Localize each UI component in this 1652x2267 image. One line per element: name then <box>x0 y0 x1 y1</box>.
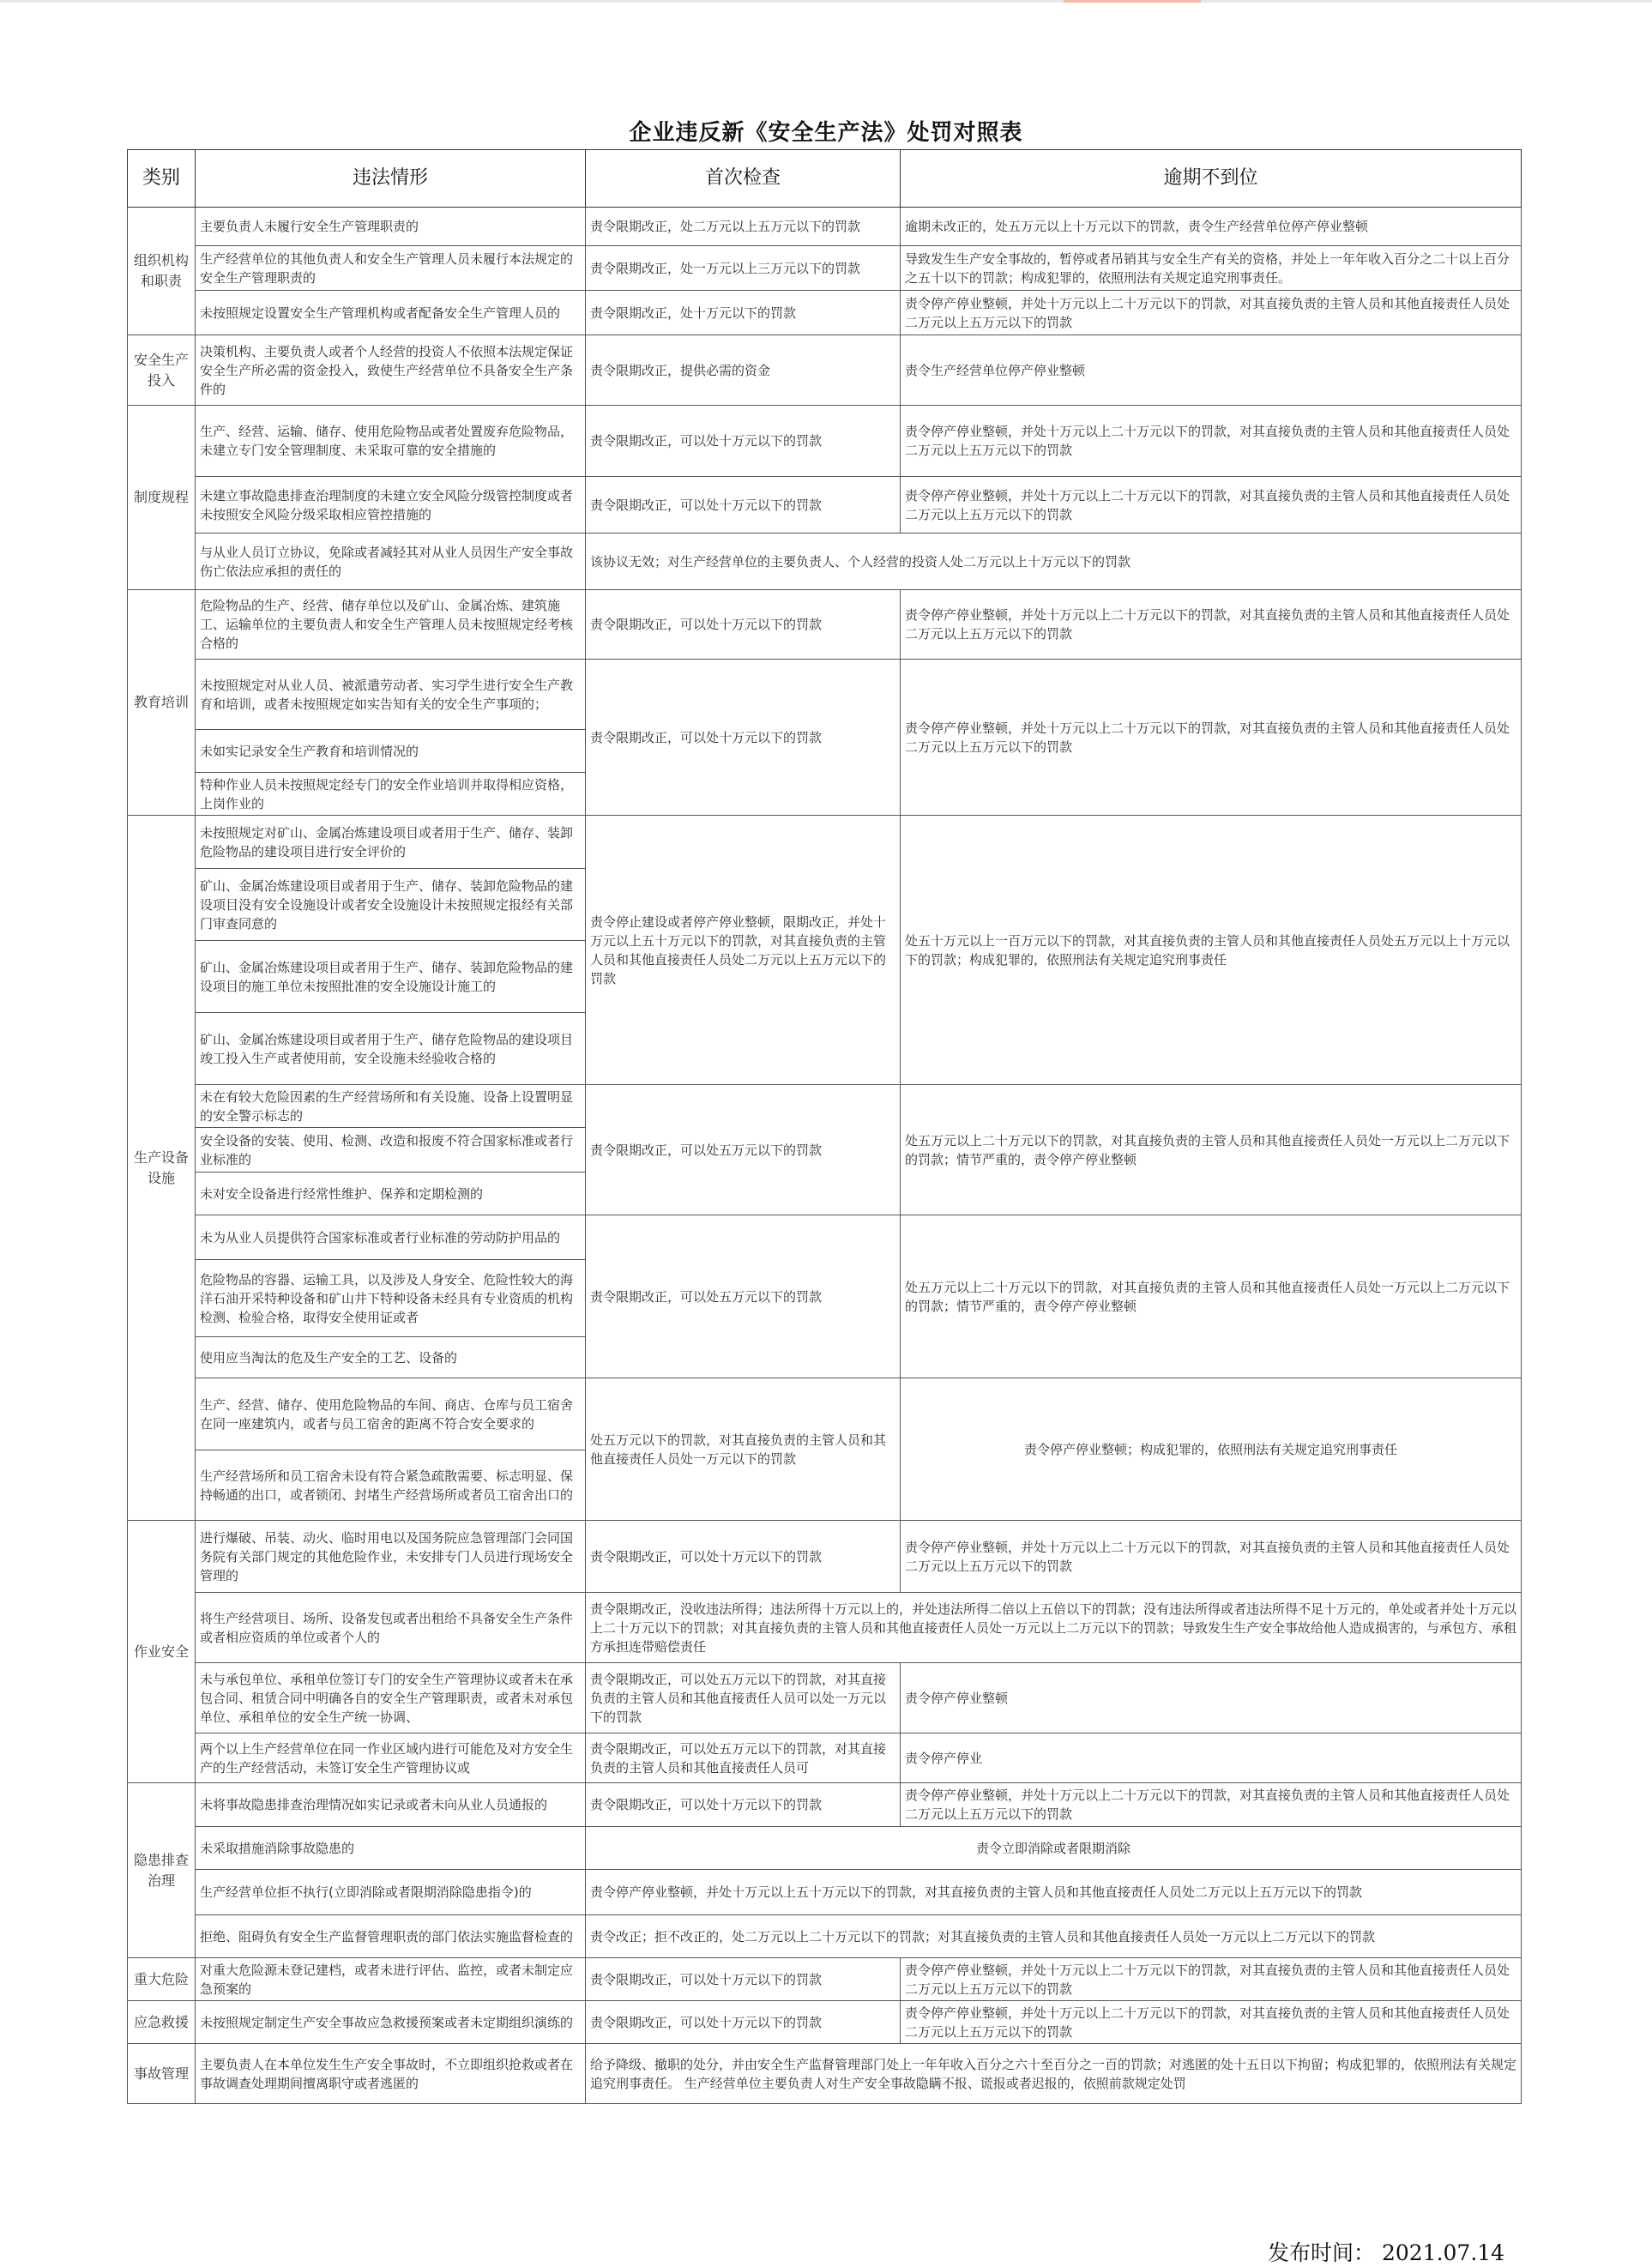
overdue-cell: 处五十万元以上一百万元以下的罚款，对其直接负责的主管人员和其他直接责任人员处五万元以上十万元以下的罚款；构成犯罪的，依照刑法有关规定追究刑事责任 <box>901 816 1522 1085</box>
table-row <box>128 208 1522 246</box>
overdue-cell: 责令停产停业整顿，并处十万元以上二十万元以下的罚款，对其直接负责的主管人员和其他直接责任人员处二万元以上五万元以下的罚款 <box>901 660 1522 816</box>
table-row <box>128 590 1522 660</box>
violation-cell: 未按照规定设置安全生产管理机构或者配备安全生产管理人员的 <box>196 291 586 335</box>
first-inspection-cell: 责令限期改正，可以处五万元以下的罚款 <box>586 1215 901 1378</box>
violation-cell: 未按照规定对从业人员、被派遣劳动者、实习学生进行安全生产教育和培训，或者未按照规定如实告知有关的安全生产事项的； <box>196 660 586 730</box>
violation-cell: 生产、经营、运输、储存、使用危险物品或者处置废弃危险物品，未建立专门安全管理制度、未采取可靠的安全措施的 <box>196 406 586 477</box>
violation-cell: 未与承包单位、承租单位签订专门的安全生产管理协议或者未在承包合同、租赁合同中明确各自的安全生产管理职责，或者未对承包单位、承租单位的安全生产统一协调、 <box>196 1663 586 1733</box>
overdue-cell: 责令停产停业整顿，并处十万元以上二十万元以下的罚款，对其直接负责的主管人员和其他直接责任人员处二万元以上五万元以下的罚款 <box>901 590 1522 660</box>
violation-cell: 生产经营场所和员工宿舍未设有符合紧急疏散需要、标志明显、保持畅通的出口，或者锁闭、封堵生产经营场所或者员工宿舍出口的 <box>196 1450 586 1521</box>
overdue-cell: 处五万元以上二十万元以下的罚款，对其直接负责的主管人员和其他直接责任人员处一万元以上二万元以下的罚款；情节严重的，责令停产停业整顿 <box>901 1215 1522 1378</box>
page-title: 企业违反新《安全生产法》处罚对照表 <box>629 120 1023 146</box>
overdue-cell: 导致发生生产安全事故的，暂停或者吊销其与安全生产有关的资格，并处上一年年收入百分之二十以上百分之五十以下的罚款；构成犯罪的，依照刑法有关规定追究刑事责任。 <box>901 246 1522 291</box>
category-org: 组织机构和职责 <box>128 208 196 335</box>
violation-cell: 未按照规定对矿山、金属冶炼建设项目或者用于生产、储存、装卸危险物品的建设项目进行安全评价的 <box>196 816 586 869</box>
overdue-cell: 责令停产停业整顿，并处十万元以上二十万元以下的罚款，对其直接负责的主管人员和其他直接责任人员处二万元以上五万元以下的罚款 <box>901 2001 1522 2044</box>
overdue-cell: 责令停产停业整顿 <box>901 1663 1522 1733</box>
header-violation: 违法情形 <box>196 150 586 208</box>
violation-cell: 未建立事故隐患排查治理制度的未建立安全风险分级管控制度或者未按照安全风险分级采取相应管控措施的 <box>196 477 586 534</box>
first-inspection-cell: 责令限期改正，可以处十万元以下的罚款 <box>586 477 901 534</box>
first-inspection-cell: 责令限期改正，可以处十万元以下的罚款 <box>586 1783 901 1827</box>
overdue-cell: 处五万元以上二十万元以下的罚款，对其直接负责的主管人员和其他直接责任人员处一万元以上二万元以下的罚款；情节严重的，责令停产停业整顿 <box>901 1085 1522 1215</box>
violation-cell: 安全设备的安装、使用、检测、改造和报废不符合国家标准或者行业标准的 <box>196 1128 586 1173</box>
top-bar <box>0 0 1652 3</box>
publish-date: 发布时间： 2021.07.14 <box>1268 2240 1505 2265</box>
merged-penalty-cell: 责令限期改正，没收违法所得；违法所得十万元以上的，并处违法所得二倍以上五倍以下的罚款；没有违法所得或者违法所得不足十万元的，单处或者并处十万元以上二十万元以下的罚款；对其直接负责的主管人员和其他直接责任人员处一万元以上二万元以下的罚款；导致发生生产安全事故给他人造成损害的，与承包方、承租方承担连带赔偿责任 <box>586 1593 1522 1663</box>
category-major: 重大危险 <box>128 1958 196 2001</box>
overdue-cell: 责令停产停业整顿，并处十万元以上二十万元以下的罚款，对其直接负责的主管人员和其他直接责任人员处二万元以上五万元以下的罚款 <box>901 1521 1522 1593</box>
category-rules: 制度规程 <box>128 406 196 590</box>
overdue-cell: 逾期未改正的，处五万元以上十万元以下的罚款，责令生产经营单位停产停业整顿 <box>901 208 1522 246</box>
violation-cell: 进行爆破、吊装、动火、临时用电以及国务院应急管理部门会同国务院有关部门规定的其他危险作业，未安排专门人员进行现场安全管理的 <box>196 1521 586 1593</box>
table-row <box>128 1827 1522 1870</box>
violation-cell: 生产、经营、储存、使用危险物品的车间、商店、仓库与员工宿舍在同一座建筑内，或者与员工宿舍的距离不符合安全要求的 <box>196 1378 586 1450</box>
first-inspection-cell: 责令停止建设或者停产停业整顿，限期改正，并处十万元以上五十万元以下的罚款，对其直接负责的主管人员和其他直接责任人员处二万元以上五万元以下的罚款 <box>586 816 901 1085</box>
table-row <box>128 816 1522 869</box>
merged-penalty-cell: 给予降级、撤职的处分，并由安全生产监督管理部门处上一年年收入百分之六十至百分之一百的罚款；对逃匿的处十五日以下拘留；构成犯罪的，依照刑法有关规定追究刑事责任。 生产经营单位主要负责人对生产安全事故隐瞒不报、谎报或者迟报的，依照前款规定处罚 <box>586 2044 1522 2104</box>
violation-cell: 危险物品的生产、经营、储存单位以及矿山、金属冶炼、建筑施工、运输单位的主要负责人和安全生产管理人员未按照规定经考核合格的 <box>196 590 586 660</box>
violation-cell: 生产经营单位的其他负责人和安全生产管理人员未履行本法规定的安全生产管理职责的 <box>196 246 586 291</box>
violation-cell: 未为从业人员提供符合国家标准或者行业标准的劳动防护用品的 <box>196 1215 586 1260</box>
violation-cell: 未采取措施消除事故隐患的 <box>196 1827 586 1870</box>
category-invest: 安全生产投入 <box>128 335 196 406</box>
merged-penalty-cell: 责令立即消除或者限期消除 <box>586 1827 1522 1870</box>
violation-cell: 矿山、金属冶炼建设项目或者用于生产、储存、装卸危险物品的建设项目没有安全设施设计或者安全设施设计未按照规定报经有关部门审查同意的 <box>196 869 586 941</box>
violation-cell: 拒绝、阻碍负有安全生产监督管理职责的部门依法实施监督检查的 <box>196 1915 586 1958</box>
table-row <box>128 660 1522 730</box>
header-overdue: 逾期不到位 <box>901 150 1522 208</box>
overdue-cell: 责令生产经营单位停产停业整顿 <box>901 335 1522 406</box>
merged-penalty-cell: 责令停产停业整顿，并处十万元以上五十万元以下的罚款，对其直接负责的主管人员和其他直接责任人员处二万元以上五万元以下的罚款 <box>586 1870 1522 1915</box>
table-row <box>128 1870 1522 1915</box>
violation-cell: 与从业人员订立协议，免除或者减轻其对从业人员因生产安全事故伤亡依法应承担的责任的 <box>196 534 586 590</box>
first-inspection-cell: 处五万元以下的罚款，对其直接负责的主管人员和其他直接责任人员处一万元以下的罚款 <box>586 1378 901 1521</box>
first-inspection-cell: 责令限期改正，提供必需的资金 <box>586 335 901 406</box>
table-row <box>128 406 1522 477</box>
violation-cell: 矿山、金属冶炼建设项目或者用于生产、储存、装卸危险物品的建设项目的施工单位未按照批准的安全设施设计施工的 <box>196 941 586 1013</box>
table-row <box>128 2001 1522 2044</box>
table-row <box>128 1521 1522 1593</box>
top-bar-accent <box>1064 0 1201 3</box>
table-row <box>128 477 1522 534</box>
category-edu: 教育培训 <box>128 590 196 816</box>
violation-cell: 未对安全设备进行经常性维护、保养和定期检测的 <box>196 1173 586 1215</box>
violation-cell: 将生产经营项目、场所、设备发包或者出租给不具备安全生产条件或者相应资质的单位或者个人的 <box>196 1593 586 1663</box>
first-inspection-cell: 责令限期改正，可以处十万元以下的罚款 <box>586 1521 901 1593</box>
first-inspection-cell: 责令限期改正，处一万元以上三万元以下的罚款 <box>586 246 901 291</box>
violation-cell: 未在有较大危险因素的生产经营场所和有关设施、设备上设置明显的安全警示标志的 <box>196 1085 586 1128</box>
category-accident: 事故管理 <box>128 2044 196 2104</box>
table-row <box>128 1915 1522 1958</box>
violation-cell: 未如实记录安全生产教育和培训情况的 <box>196 730 586 773</box>
overdue-cell: 责令停产停业整顿，并处十万元以上二十万元以下的罚款，对其直接负责的主管人员和其他直接责任人员处二万元以上五万元以下的罚款 <box>901 406 1522 477</box>
overdue-cell: 责令停产停业 <box>901 1733 1522 1783</box>
penalty-table <box>127 149 1522 2104</box>
first-inspection-cell: 责令限期改正，可以处五万元以下的罚款 <box>586 1085 901 1215</box>
table-row <box>128 1958 1522 2001</box>
violation-cell: 生产经营单位拒不执行(立即消除或者限期消除隐患指令)的 <box>196 1870 586 1915</box>
violation-cell: 决策机构、主要负责人或者个人经营的投资人不依照本法规定保证安全生产所必需的资金投入，致使生产经营单位不具备安全生产条件的 <box>196 335 586 406</box>
first-inspection-cell: 责令限期改正，可以处五万元以下的罚款，对其直接负责的主管人员和其他直接责任人员可 <box>586 1733 901 1783</box>
first-inspection-cell: 责令限期改正，可以处十万元以下的罚款 <box>586 590 901 660</box>
table-row <box>128 1085 1522 1128</box>
overdue-cell: 责令停产停业整顿，并处十万元以上二十万元以下的罚款，对其直接负责的主管人员和其他直接责任人员处二万元以上五万元以下的罚款 <box>901 477 1522 534</box>
table-row <box>128 2044 1522 2104</box>
violation-cell: 未将事故隐患排查治理情况如实记录或者未向从业人员通报的 <box>196 1783 586 1827</box>
table-row <box>128 335 1522 406</box>
first-inspection-cell: 责令限期改正，可以处十万元以下的罚款 <box>586 2001 901 2044</box>
first-inspection-cell: 责令限期改正，可以处十万元以下的罚款 <box>586 1958 901 2001</box>
table-row <box>128 1733 1522 1783</box>
table-row <box>128 1663 1522 1733</box>
overdue-cell: 责令停产停业整顿，并处十万元以上二十万元以下的罚款，对其直接负责的主管人员和其他直接责任人员处二万元以上五万元以下的罚款 <box>901 1958 1522 2001</box>
overdue-cell: 责令停产停业整顿；构成犯罪的，依照刑法有关规定追究刑事责任 <box>901 1378 1522 1521</box>
category-work: 作业安全 <box>128 1521 196 1783</box>
category-emerg: 应急救援 <box>128 2001 196 2044</box>
violation-cell: 对重大危险源未登记建档，或者未进行评估、监控，或者未制定应急预案的 <box>196 1958 586 2001</box>
violation-cell: 主要负责人在本单位发生生产安全事故时，不立即组织抢救或者在事故调查处理期间擅离职守或者逃匿的 <box>196 2044 586 2104</box>
category-hazard: 隐患排查治理 <box>128 1783 196 1958</box>
table-row <box>128 534 1522 590</box>
header-first-inspection: 首次检查 <box>586 150 901 208</box>
table-row <box>128 246 1522 291</box>
violation-cell: 危险物品的容器、运输工具，以及涉及人身安全、危险性较大的海洋石油开采特种设备和矿山井下特种设备未经具有专业资质的机构检测、检验合格，取得安全使用证或者 <box>196 1260 586 1337</box>
violation-cell: 特种作业人员未按照规定经专门的安全作业培训并取得相应资格，上岗作业的 <box>196 773 586 816</box>
violation-cell: 未按照规定制定生产安全事故应急救援预案或者未定期组织演练的 <box>196 2001 586 2044</box>
table-row <box>128 1593 1522 1663</box>
table-row <box>128 291 1522 335</box>
table-row <box>128 1783 1522 1827</box>
first-inspection-cell: 责令限期改正，可以处十万元以下的罚款 <box>586 660 901 816</box>
table-header-row <box>128 150 1522 208</box>
overdue-cell: 责令停产停业整顿，并处十万元以上二十万元以下的罚款，对其直接负责的主管人员和其他直接责任人员处二万元以上五万元以下的罚款 <box>901 1783 1522 1827</box>
violation-cell: 矿山、金属冶炼建设项目或者用于生产、储存危险物品的建设项目竣工投入生产或者使用前，安全设施未经验收合格的 <box>196 1013 586 1085</box>
first-inspection-cell: 责令限期改正，可以处十万元以下的罚款 <box>586 406 901 477</box>
first-inspection-cell: 责令限期改正，处二万元以上五万元以下的罚款 <box>586 208 901 246</box>
violation-cell: 两个以上生产经营单位在同一作业区域内进行可能危及对方安全生产的生产经营活动，未签订安全生产管理协议或 <box>196 1733 586 1783</box>
merged-penalty-cell: 责令改正；拒不改正的，处二万元以上二十万元以下的罚款；对其直接负责的主管人员和其他直接责任人员处一万元以上二万元以下的罚款 <box>586 1915 1522 1958</box>
violation-cell: 主要负责人未履行安全生产管理职责的 <box>196 208 586 246</box>
overdue-cell: 责令停产停业整顿，并处十万元以上二十万元以下的罚款，对其直接负责的主管人员和其他直接责任人员处二万元以上五万元以下的罚款 <box>901 291 1522 335</box>
violation-cell: 使用应当淘汰的危及生产安全的工艺、设备的 <box>196 1337 586 1378</box>
first-inspection-cell: 责令限期改正，可以处五万元以下的罚款，对其直接负责的主管人员和其他直接责任人员可以处一万元以下的罚款 <box>586 1663 901 1733</box>
table-row <box>128 1378 1522 1450</box>
header-category: 类别 <box>128 150 196 208</box>
table-row <box>128 1215 1522 1260</box>
first-inspection-cell: 责令限期改正，处十万元以下的罚款 <box>586 291 901 335</box>
category-equip: 生产设备设施 <box>128 816 196 1521</box>
merged-penalty-cell: 该协议无效；对生产经营单位的主要负责人、个人经营的投资人处二万元以上十万元以下的罚款 <box>586 534 1522 590</box>
